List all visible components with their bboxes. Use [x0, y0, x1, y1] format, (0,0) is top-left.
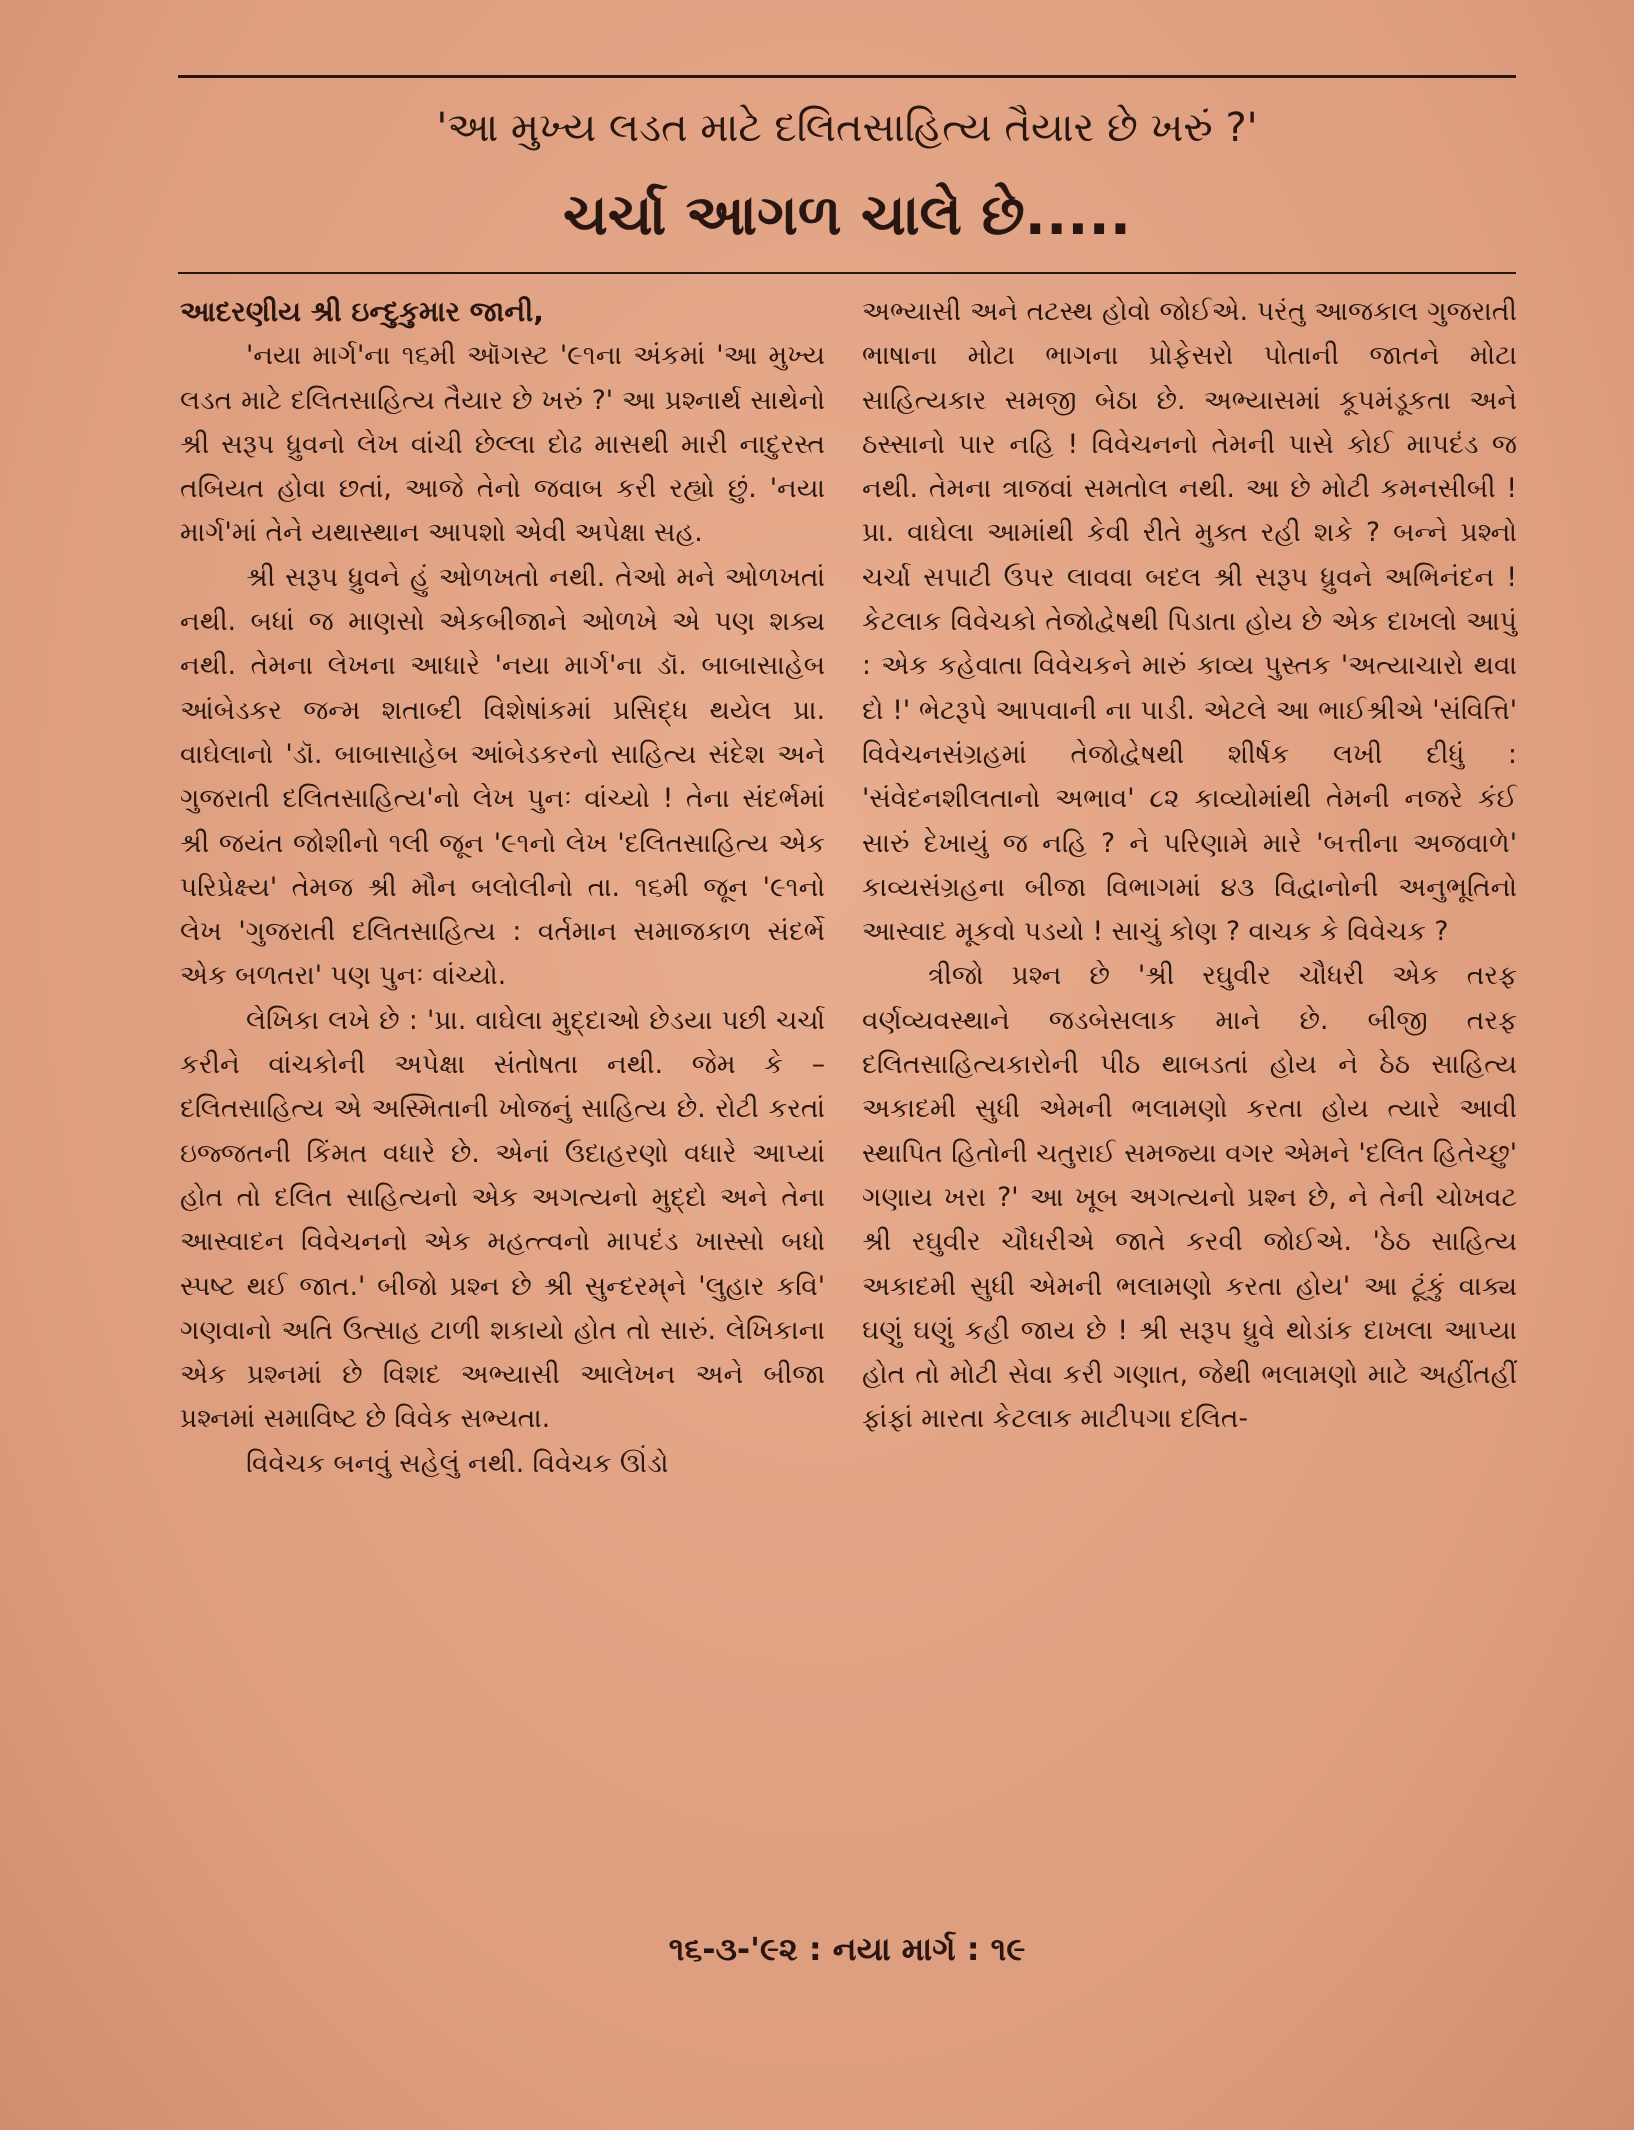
paragraph: અભ્યાસી અને તટસ્થ હોવો જોઈએ. પરંતુ આજકાલ ગુજરાતી ભાષાના મોટા ભાગના પ્રોફેસરો પોતાની જાતને મોટા સાહિત્યકાર સમજી બેઠા છે. અભ્યાસમાં કૂપમંડૂકતા અને ઠસ્સાનો પાર નહિ ! વિવેચનનો તેમની પાસે કોઈ માપદંડ જ નથી. તેમના ત્રાજવાં સમતોલ નથી. આ છે મોટી કમનસીબી ! પ્રા. વાઘેલા આમાંથી કેવી રીતે મુક્ત રહી શકે ? બન્ને પ્રશ્નો ચર્ચા સપાટી ઉપર લાવવા બદલ શ્રી સરૂપ ધ્રુવને અભિનંદન ! કેટલાક વિવેચકો તેજોદ્વેષથી પિડાતા હોય છે એક દાખલો આપું : એક કહેવાતા વિવેચકને મારું કાવ્ય પુસ્તક 'અત્યાચારો થવા દો !' ભેટરૂપે આપવાની ના પાડી. એટલે આ ભાઈશ્રીએ 'સંવિત્તિ' વિવેચનસંગ્રહમાં તેજોદ્વેષથી શીર્ષક લખી દીધું : 'સંવેદનશીલતાનો અભાવ' ૮૨ કાવ્યોમાંથી તેમની નજરે કંઈ સારું દેખાયું જ નહિ ? ને પરિણામે મારે 'બત્તીના અજવાળે' કાવ્યસંગ્રહના બીજા વિભાગમાં ૪૩ વિદ્વાનોની અનુભૂતિનો આસ્વાદ મૂકવો પડયો ! સાચું કોણ ? વાચક કે વિવેચક ?: [862, 296, 1517, 948]
article-subheading: ચર્ચા આગળ ચાલે છે.....: [562, 183, 1132, 248]
salutation: આદરણીય શ્રી ઇન્દુકુમાર જાની,: [180, 295, 544, 328]
paragraph: લેખિકા લખે છે : 'પ્રા. વાઘેલા મુદ્દાઓ છેડયા પછી ચર્ચા કરીને વાંચકોની અપેક્ષા સંતોષતા નથી. જેમ કે – દલિતસાહિત્ય એ અસ્મિતાની ખોજનું સાહિત્ય છે. રોટી કરતાં ઇજ્જતની કિંમત વધારે છે. એનાં ઉદાહરણો વધારે આપ્યાં હોત તો દલિત સાહિત્યનો એક અગત્યનો મુદ્દો અને તેના આસ્વાદન વિવેચનનો એક મહત્ત્વનો માપદંડ ખાસ્સો બધો સ્પષ્ટ થઈ જાત.' બીજો પ્રશ્ન છે શ્રી સુન્દરમ્‌ને 'લુહાર કવિ' ગણવાનો અતિ ઉત્સાહ ટાળી શકાયો હોત તો સારું. લેખિકાના એક પ્રશ્નમાં છે વિશદ અભ્યાસી આલેખન અને બીજા પ્રશ્નમાં સમાવિષ્ટ છે વિવેક સભ્યતા.: [180, 1004, 825, 1435]
heading-divider: [178, 272, 1516, 274]
right-column: [862, 290, 1517, 1442]
paragraph: ત્રીજો પ્રશ્ન છે 'શ્રી રઘુવીર ચૌધરી એક તરફ વર્ણવ્યવસ્થાને જડબેસલાક માને છે. બીજી તરફ દલિતસાહિત્યકારોની પીઠ થાબડતાં હોય ને ઠેઠ સાહિત્ય અકાદમી સુધી એમની ભલામણો કરતા હોય ત્યારે આવી સ્થાપિત હિતોની ચતુરાઈ સમજ્યા વગર એમને 'દલિત હિતેચ્છુ' ગણાય ખરા ?' આ ખૂબ અગત્યનો પ્રશ્ન છે, ને તેની ચોખવટ શ્રી રઘુવીર ચૌધરીએ જાતે કરવી જોઈએ. 'ઠેઠ સાહિત્ય અકાદમી સુધી એમની ભલામણો કરતા હોય' આ ટૂંકું વાક્ય ઘણું ઘણું કહી જાય છે ! શ્રી સરૂપ ધ્રુવે થોડાંક દાખલા આપ્યા હોત તો મોટી સેવા કરી ગણાત, જેથી ભલામણો માટે અહીંતહીં ફાંફાં મારતા કેટલાક માટીપગા દલિત-: [862, 960, 1517, 1435]
page-footer: ૧૬-૩-'૯૨ : નયા માર્ગ : ૧૯: [668, 1930, 1026, 1968]
article-heading: 'આ મુખ્ય લડત માટે દલિતસાહિત્ય તૈયાર છે ખરું ?': [436, 105, 1258, 151]
paragraph: શ્રી સરૂપ ધ્રુવને હું ઓળખતો નથી. તેઓ મને ઓળખતાં નથી. બધાં જ માણસો એકબીજાને ઓળખે એ પણ શક્ય નથી. તેમના લેખના આધારે 'નયા માર્ગ'ના ડૉ. બાબાસાહેબ આંબેડકર જન્મ શતાબ્દી વિશેષાંકમાં પ્રસિદ્ધ થયેલ પ્રા. વાઘેલાનો 'ડૉ. બાબાસાહેબ આંબેડકરનો સાહિત્ય સંદેશ અને ગુજરાતી દલિતસાહિત્ય'નો લેખ પુનઃ વાંચ્યો ! તેના સંદર્ભમાં શ્રી જયંત જોશીનો ૧લી જૂન '૯૧નો લેખ 'દલિતસાહિત્ય એક પરિપ્રેક્ષ્ય' તેમજ શ્રી મૌન બલોલીનો તા. ૧૬મી જૂન '૯૧નો લેખ 'ગુજરાતી દલિતસાહિત્ય : વર્તમાન સમાજકાળ સંદર્ભે એક બળતરા' પણ પુનઃ વાંચ્યો.: [180, 561, 825, 992]
top-divider: [178, 75, 1516, 78]
left-column: [180, 290, 825, 1486]
paragraph: 'નયા માર્ગ'ના ૧૬મી ઑગસ્ટ '૯૧ના અંકમાં 'આ મુખ્ય લડત માટે દલિતસાહિત્ય તૈયાર છે ખરું ?' આ પ્રશ્નાર્થ સાથેનો શ્રી સરૂપ ધ્રુવનો લેખ વાંચી છેલ્લા દોઢ માસથી મારી નાદુરસ્ત તબિયત હોવા છતાં, આજે તેનો જવાબ કરી રહ્યો છું. 'નયા માર્ગ'માં તેને યથાસ્થાન આપશો એવી અપેક્ષા સહ.: [180, 340, 825, 549]
paragraph: વિવેચક બનવું સહેલું નથી. વિવેચક ઊંડો: [246, 1447, 669, 1479]
